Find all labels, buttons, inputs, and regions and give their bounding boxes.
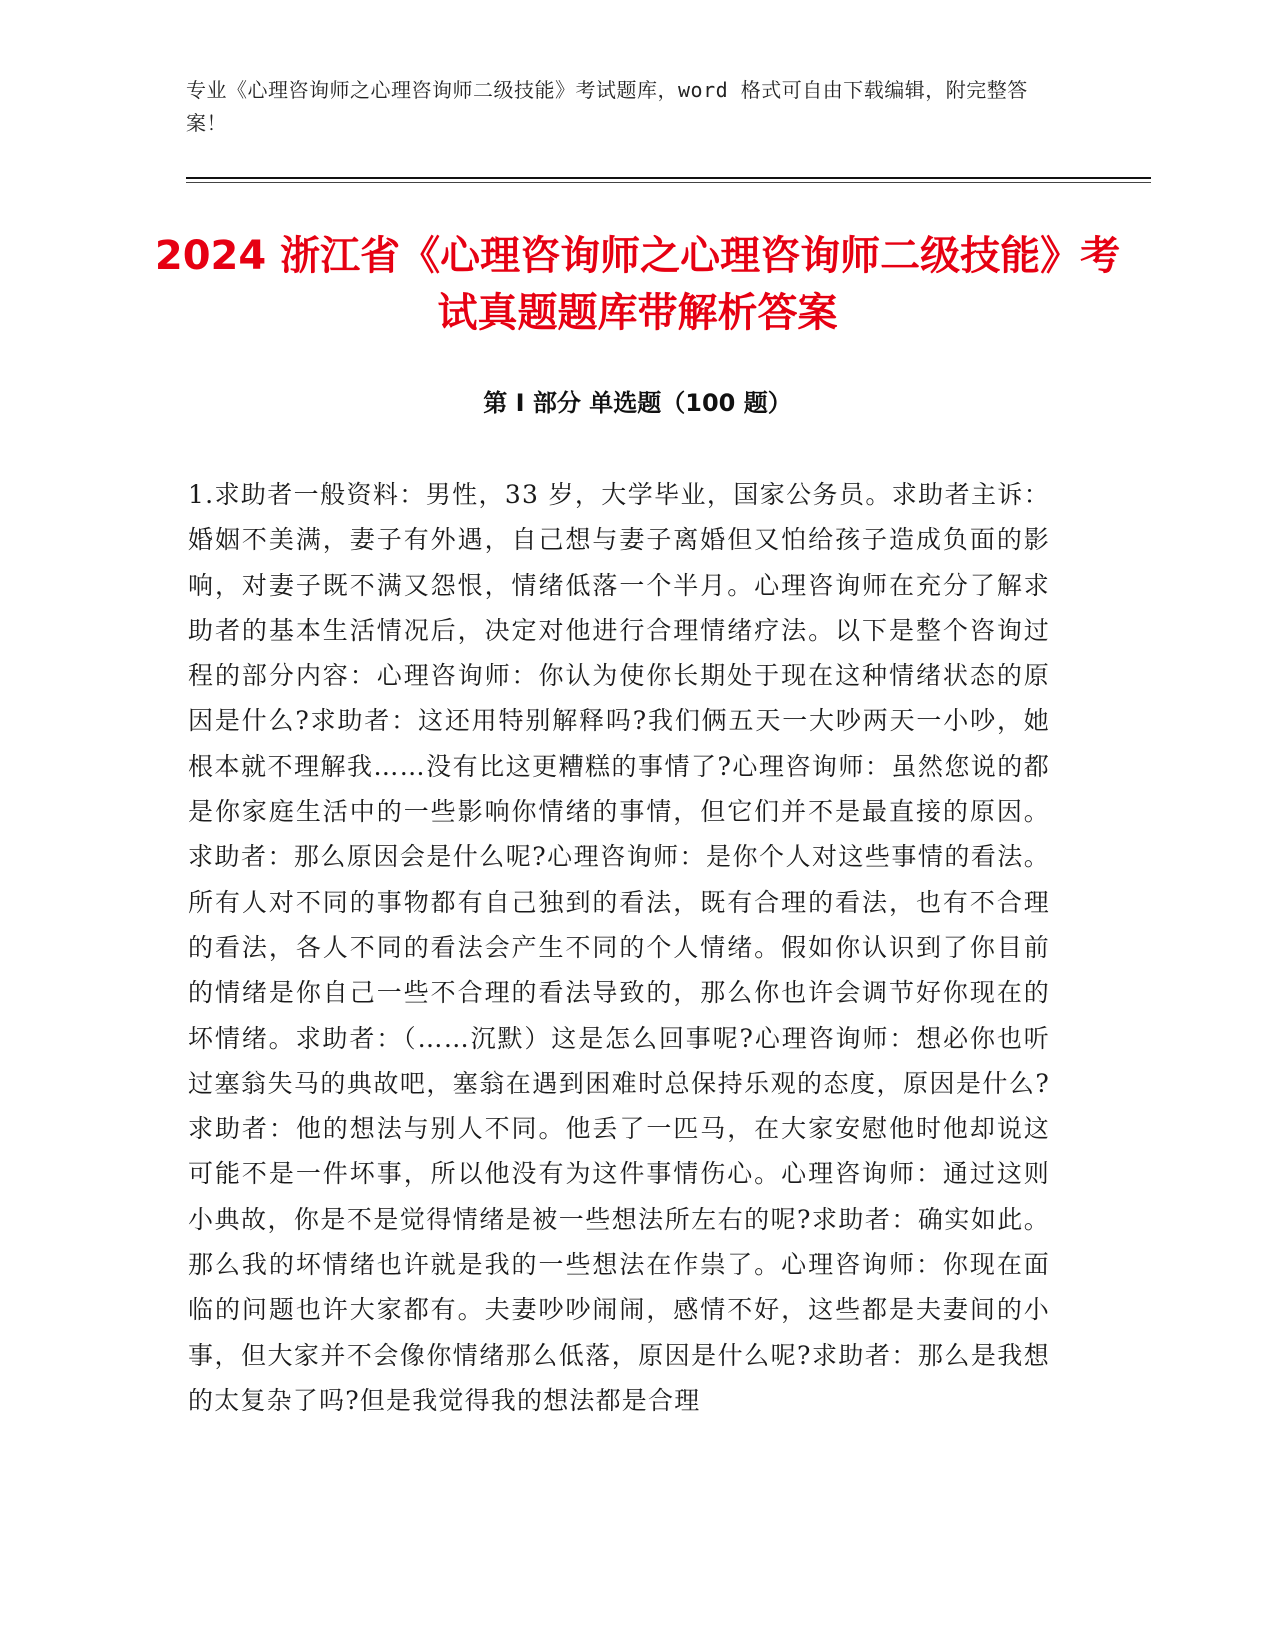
- question-1-text: 1.求助者一般资料：男性，33 岁，大学毕业，国家公务员。求助者主诉：婚姻不美满，妻子有外遇，自己想与妻子离婚但又怕给孩子造成负面的影响，对妻子既不满又怨恨，情绪低落一个半月。心理咨询师在充分了解求助者的基本生活情况后，决定对他进行合理情绪疗法。以下是整个咨询过程的部分内容：心理咨询师：你认为使你长期处于现在这种情绪状态的原因是什么?求助者：这还用特别解释吗?我们俩五天一大吵两天一小吵，她根本就不理解我……没有比这更糟糕的事情了?心理咨询师：虽然您说的都是你家庭生活中的一些影响你情绪的事情，但它们并不是最直接的原因。求助者：那么原因会是什么呢?心理咨询师：是你个人对这些事情的看法。所有人对不同的事物都有自己独到的看法，既有合理的看法，也有不合理的看法，各人不同的看法会产生不同的个人情绪。假如你认识到了你目前的情绪是你自己一些不合理的看法导致的，那么你也许会调节好你现在的坏情绪。求助者：（……沉默）这是怎么回事呢?心理咨询师：想必你也听过塞翁失马的典故吧，塞翁在遇到困难时总保持乐观的态度，原因是什么?求助者：他的想法与别人不同。他丢了一匹马，在大家安慰他时他却说这可能不是一件坏事，所以他没有为这件事情伤心。心理咨询师：通过这则小典故，你是不是觉得情绪是被一些想法所左右的呢?求助者：确实如此。那么我的坏情绪也许就是我的一些想法在作祟了。心理咨询师：你现在面临的问题也许大家都有。夫妻吵吵闹闹，感情不好，这些都是夫妻间的小事，但大家并不会像你情绪那么低落，原因是什么呢?求助者：那么是我想的太复杂了吗?但是我觉得我的想法都是合理: [188, 480, 1050, 1415]
- section-heading: 第 I 部分 单选题（100 题）: [483, 389, 792, 417]
- document-title: 2024 浙江省《心理咨询师之心理咨询师二级技能》考试真题题库带解析答案: [154, 233, 1121, 336]
- header-divider-thick: [186, 177, 1151, 179]
- header-note: 专业《心理咨询师之心理咨询师二级技能》考试题库，word 格式可自由下载编辑，附完整答案！: [186, 78, 1028, 135]
- header-divider-thin: [186, 182, 1151, 183]
